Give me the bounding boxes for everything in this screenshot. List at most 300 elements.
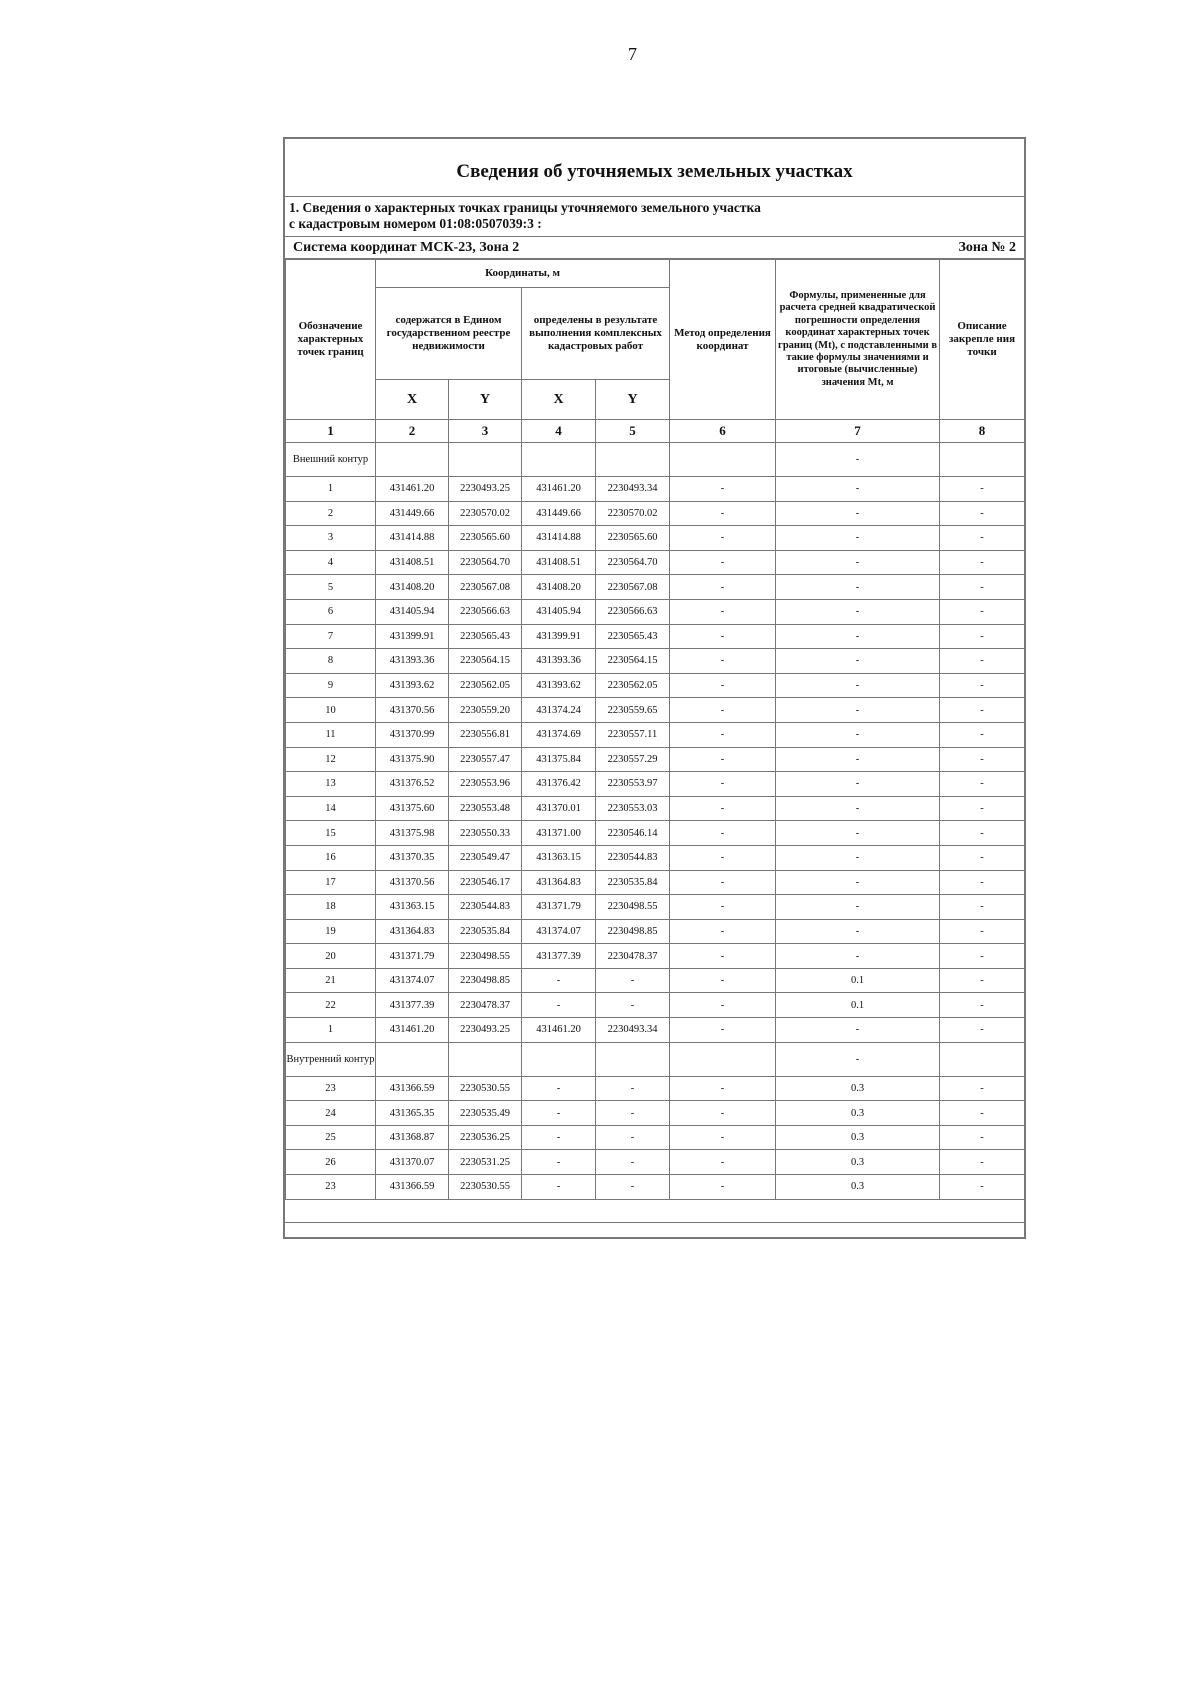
table-cell: -	[776, 501, 940, 526]
coordinate-system-row	[285, 237, 1024, 259]
table-cell: 431399.91	[376, 624, 449, 649]
table-cell: 431461.20	[522, 1018, 596, 1043]
table-cell: -	[776, 845, 940, 870]
table-cell: 431370.07	[376, 1150, 449, 1175]
table-cell: -	[776, 747, 940, 772]
table-cell: 0.3	[776, 1076, 940, 1101]
table-cell: 431408.20	[522, 575, 596, 600]
contour-dash: -	[776, 1042, 940, 1076]
table-cell: -	[940, 1150, 1025, 1175]
table-cell: 431371.79	[522, 895, 596, 920]
table-cell: 2230498.55	[596, 895, 670, 920]
table-cell: 24	[286, 1101, 376, 1126]
empty-cell	[449, 1042, 522, 1076]
column-number: 6	[670, 420, 776, 443]
table-cell: -	[776, 526, 940, 551]
table-cell: -	[522, 1101, 596, 1126]
table-cell: 431414.88	[376, 526, 449, 551]
table-cell: -	[776, 895, 940, 920]
table-cell: -	[940, 944, 1025, 969]
header-egrn: содержатся в Едином государственном реестре недвижимости	[376, 288, 522, 380]
table-cell: 2230535.49	[449, 1101, 522, 1126]
table-cell: -	[940, 821, 1025, 846]
table-row	[286, 968, 1025, 993]
table-row	[286, 1076, 1025, 1101]
header-description: Описание закрепле ния точки	[940, 260, 1025, 420]
table-cell: 11	[286, 722, 376, 747]
table-cell: 431376.52	[376, 772, 449, 797]
table-cell: -	[940, 599, 1025, 624]
table-cell: -	[940, 870, 1025, 895]
table-cell: 18	[286, 895, 376, 920]
table-cell: -	[670, 698, 776, 723]
points-table	[285, 259, 1025, 1200]
section-heading-line-1: 1. Сведения о характерных точках границы уточняемого земельного участка	[289, 200, 761, 215]
table-cell: 431371.00	[522, 821, 596, 846]
table-cell: -	[940, 526, 1025, 551]
column-number: 3	[449, 420, 522, 443]
table-cell: 2230570.02	[596, 501, 670, 526]
table-cell: -	[776, 944, 940, 969]
table-cell: -	[940, 1125, 1025, 1150]
header-egrn-y: Y	[449, 380, 522, 420]
table-cell: -	[670, 722, 776, 747]
table-cell: 2230559.65	[596, 698, 670, 723]
table-cell: 2230553.96	[449, 772, 522, 797]
table-cell: 431461.20	[522, 477, 596, 502]
table-cell: 431375.90	[376, 747, 449, 772]
contour-label: Внешний контур	[286, 443, 376, 477]
table-cell: 17	[286, 870, 376, 895]
column-number: 5	[596, 420, 670, 443]
column-number: 8	[940, 420, 1025, 443]
section-heading-line-2: с кадастровым номером 01:08:0507039:3 :	[289, 216, 542, 231]
table-cell: -	[776, 624, 940, 649]
table-cell: -	[522, 1150, 596, 1175]
empty-cell	[522, 443, 596, 477]
table-row	[286, 747, 1025, 772]
table-cell: -	[776, 821, 940, 846]
table-bottom-strip	[285, 1222, 1024, 1237]
table-cell: -	[940, 501, 1025, 526]
table-cell: 19	[286, 919, 376, 944]
column-number: 4	[522, 420, 596, 443]
table-row	[286, 1175, 1025, 1200]
table-cell: 2230565.60	[596, 526, 670, 551]
table-cell: 2230564.70	[596, 550, 670, 575]
table-cell: -	[670, 624, 776, 649]
table-cell: 23	[286, 1076, 376, 1101]
table-row	[286, 845, 1025, 870]
table-row	[286, 575, 1025, 600]
table-cell: 2230565.43	[596, 624, 670, 649]
table-cell: 431408.20	[376, 575, 449, 600]
table-cell: 431376.42	[522, 772, 596, 797]
table-cell: 431449.66	[376, 501, 449, 526]
table-cell: 10	[286, 698, 376, 723]
table-cell: 431370.35	[376, 845, 449, 870]
table-cell: -	[670, 944, 776, 969]
table-row	[286, 821, 1025, 846]
table-cell: 1	[286, 477, 376, 502]
table-cell: -	[940, 1101, 1025, 1126]
table-cell: 22	[286, 993, 376, 1018]
table-cell: 2230549.47	[449, 845, 522, 870]
table-cell: 431363.15	[376, 895, 449, 920]
table-row	[286, 599, 1025, 624]
table-cell: 431365.35	[376, 1101, 449, 1126]
table-cell: 2230498.85	[449, 968, 522, 993]
table-cell: 23	[286, 1175, 376, 1200]
table-cell: 9	[286, 673, 376, 698]
table-cell: 431370.01	[522, 796, 596, 821]
table-cell: -	[670, 501, 776, 526]
table-cell: -	[940, 624, 1025, 649]
table-cell: 2230530.55	[449, 1076, 522, 1101]
table-cell: 2230559.20	[449, 698, 522, 723]
table-cell: 0.3	[776, 1101, 940, 1126]
table-row	[286, 477, 1025, 502]
table-cell: 431370.56	[376, 698, 449, 723]
table-cell: 431393.36	[522, 649, 596, 674]
table-cell: -	[670, 1150, 776, 1175]
table-cell: -	[522, 968, 596, 993]
contour-label: Внутренний контур	[286, 1042, 376, 1076]
table-cell: -	[670, 845, 776, 870]
empty-cell	[670, 1042, 776, 1076]
table-cell: 431399.91	[522, 624, 596, 649]
table-cell: 20	[286, 944, 376, 969]
table-cell: 2230564.15	[449, 649, 522, 674]
table-cell: -	[776, 550, 940, 575]
table-cell: 2230553.03	[596, 796, 670, 821]
table-cell: -	[940, 550, 1025, 575]
header-coordinates: Координаты, м	[376, 260, 670, 288]
zone-label: Зона № 2	[958, 240, 1016, 255]
table-cell: -	[940, 575, 1025, 600]
table-cell: -	[670, 1101, 776, 1126]
table-cell: -	[940, 477, 1025, 502]
table-cell: -	[522, 1125, 596, 1150]
table-cell: -	[940, 1076, 1025, 1101]
table-cell: 5	[286, 575, 376, 600]
table-cell: 2230565.60	[449, 526, 522, 551]
table-cell: -	[670, 575, 776, 600]
empty-cell	[376, 443, 449, 477]
table-cell: 4	[286, 550, 376, 575]
table-cell: 2230493.25	[449, 477, 522, 502]
table-cell: -	[776, 649, 940, 674]
table-cell: 431371.79	[376, 944, 449, 969]
table-cell: 7	[286, 624, 376, 649]
table-cell: 431364.83	[522, 870, 596, 895]
table-cell: -	[776, 870, 940, 895]
table-cell: -	[940, 722, 1025, 747]
table-cell: 2230557.11	[596, 722, 670, 747]
table-cell: -	[670, 747, 776, 772]
table-cell: 8	[286, 649, 376, 674]
table-cell: 2230530.55	[449, 1175, 522, 1200]
table-cell: 2230557.29	[596, 747, 670, 772]
table-cell: -	[522, 1076, 596, 1101]
table-cell: -	[596, 1125, 670, 1150]
table-cell: 2	[286, 501, 376, 526]
table-cell: -	[776, 919, 940, 944]
table-row	[286, 649, 1025, 674]
table-cell: 2230535.84	[596, 870, 670, 895]
table-cell: 2230546.14	[596, 821, 670, 846]
table-cell: 431364.83	[376, 919, 449, 944]
table-cell: -	[776, 772, 940, 797]
table-row	[286, 993, 1025, 1018]
table-cell: 431377.39	[376, 993, 449, 1018]
table-cell: 2230566.63	[449, 599, 522, 624]
table-cell: -	[670, 772, 776, 797]
column-number: 7	[776, 420, 940, 443]
table-cell: -	[940, 1175, 1025, 1200]
header-complex-works: определены в результате выполнения комплексных кадастровых работ	[522, 288, 670, 380]
table-cell: 0.3	[776, 1175, 940, 1200]
table-row	[286, 1125, 1025, 1150]
table-cell: 431461.20	[376, 1018, 449, 1043]
table-row	[286, 722, 1025, 747]
table-cell: -	[940, 772, 1025, 797]
table-cell: -	[522, 1175, 596, 1200]
table-row	[286, 673, 1025, 698]
table-cell: 2230493.34	[596, 1018, 670, 1043]
document-title: Сведения об уточняемых земельных участках	[285, 139, 1024, 197]
header-formulas: Формулы, примененные для расчета средней квадратической погрешности определения координат характерных точек границ (Mt), с подставленными в такие формулы значениями и итоговые (вычисленные) значения Mt, м	[776, 260, 940, 420]
table-cell: -	[776, 673, 940, 698]
empty-cell	[522, 1042, 596, 1076]
table-cell: -	[776, 796, 940, 821]
table-cell: 2230478.37	[596, 944, 670, 969]
table-cell: -	[596, 1076, 670, 1101]
table-cell: -	[670, 796, 776, 821]
table-cell: 2230478.37	[449, 993, 522, 1018]
table-cell: -	[596, 1175, 670, 1200]
table-cell: -	[670, 550, 776, 575]
table-row	[286, 624, 1025, 649]
empty-cell	[940, 1042, 1025, 1076]
table-row	[286, 526, 1025, 551]
table-cell: 2230553.48	[449, 796, 522, 821]
table-cell: 2230567.08	[596, 575, 670, 600]
table-cell: -	[670, 1018, 776, 1043]
table-cell: 431375.84	[522, 747, 596, 772]
inner-contour-row	[286, 1042, 1025, 1076]
table-cell: -	[670, 1076, 776, 1101]
table-cell: -	[596, 1150, 670, 1175]
table-row	[286, 796, 1025, 821]
table-cell: 431366.59	[376, 1076, 449, 1101]
table-cell: -	[940, 796, 1025, 821]
table-cell: -	[596, 1101, 670, 1126]
table-cell: -	[670, 870, 776, 895]
table-cell: 2230550.33	[449, 821, 522, 846]
empty-cell	[670, 443, 776, 477]
table-cell: -	[670, 895, 776, 920]
table-cell: 2230544.83	[596, 845, 670, 870]
empty-cell	[596, 1042, 670, 1076]
header-complex-y: Y	[596, 380, 670, 420]
table-cell: -	[940, 673, 1025, 698]
table-cell: 0.1	[776, 993, 940, 1018]
header-method: Метод определения координат	[670, 260, 776, 420]
table-cell: 431363.15	[522, 845, 596, 870]
table-cell: -	[522, 993, 596, 1018]
table-cell: 2230498.85	[596, 919, 670, 944]
table-cell: 0.3	[776, 1150, 940, 1175]
table-cell: -	[670, 477, 776, 502]
table-cell: -	[940, 747, 1025, 772]
table-cell: -	[670, 526, 776, 551]
table-cell: 431405.94	[376, 599, 449, 624]
header-egrn-x: X	[376, 380, 449, 420]
table-cell: -	[670, 673, 776, 698]
table-cell: 431408.51	[376, 550, 449, 575]
table-cell: 431408.51	[522, 550, 596, 575]
table-cell: 2230567.08	[449, 575, 522, 600]
table-cell: 6	[286, 599, 376, 624]
table-cell: -	[670, 993, 776, 1018]
column-number: 2	[376, 420, 449, 443]
table-cell: 0.3	[776, 1125, 940, 1150]
table-cell: 26	[286, 1150, 376, 1175]
table-cell: -	[670, 1175, 776, 1200]
table-cell: -	[670, 821, 776, 846]
table-cell: 2230498.55	[449, 944, 522, 969]
table-cell: -	[940, 895, 1025, 920]
table-cell: 431375.60	[376, 796, 449, 821]
table-cell: 2230564.70	[449, 550, 522, 575]
table-cell: -	[670, 1125, 776, 1150]
table-cell: 21	[286, 968, 376, 993]
table-cell: -	[940, 649, 1025, 674]
table-cell: -	[670, 599, 776, 624]
table-row	[286, 919, 1025, 944]
header-complex-x: X	[522, 380, 596, 420]
table-cell: 13	[286, 772, 376, 797]
table-cell: 431414.88	[522, 526, 596, 551]
table-cell: 431461.20	[376, 477, 449, 502]
table-cell: -	[776, 575, 940, 600]
table-row	[286, 1018, 1025, 1043]
table-cell: 431366.59	[376, 1175, 449, 1200]
table-row	[286, 1150, 1025, 1175]
table-row	[286, 895, 1025, 920]
table-cell: 431370.99	[376, 722, 449, 747]
empty-cell	[596, 443, 670, 477]
table-cell: 431374.69	[522, 722, 596, 747]
empty-cell	[449, 443, 522, 477]
table-cell: 2230535.84	[449, 919, 522, 944]
table-row	[286, 1101, 1025, 1126]
table-cell: -	[596, 993, 670, 1018]
table-cell: 1	[286, 1018, 376, 1043]
contour-dash: -	[776, 443, 940, 477]
table-cell: -	[776, 698, 940, 723]
table-cell: -	[940, 698, 1025, 723]
table-cell: 2230564.15	[596, 649, 670, 674]
table-cell: -	[776, 722, 940, 747]
table-cell: 2230557.47	[449, 747, 522, 772]
table-cell: 431449.66	[522, 501, 596, 526]
table-cell: 2230565.43	[449, 624, 522, 649]
table-cell: 2230546.17	[449, 870, 522, 895]
table-cell: 2230531.25	[449, 1150, 522, 1175]
table-cell: 2230536.25	[449, 1125, 522, 1150]
table-cell: 431374.07	[376, 968, 449, 993]
table-cell: -	[940, 993, 1025, 1018]
table-cell: 2230493.25	[449, 1018, 522, 1043]
table-cell: -	[776, 599, 940, 624]
table-row	[286, 501, 1025, 526]
header-designation: Обозначение характерных точек границ	[286, 260, 376, 420]
empty-cell	[940, 443, 1025, 477]
table-cell: 431374.24	[522, 698, 596, 723]
table-cell: 2230553.97	[596, 772, 670, 797]
table-cell: 431370.56	[376, 870, 449, 895]
table-cell: 431368.87	[376, 1125, 449, 1150]
table-cell: -	[670, 968, 776, 993]
section-heading	[285, 197, 1024, 237]
table-cell: 0.1	[776, 968, 940, 993]
table-cell: -	[940, 919, 1025, 944]
table-row	[286, 550, 1025, 575]
table-cell: 431393.36	[376, 649, 449, 674]
table-cell: 2230556.81	[449, 722, 522, 747]
table-cell: -	[940, 968, 1025, 993]
table-cell: 2230562.05	[596, 673, 670, 698]
table-row	[286, 698, 1025, 723]
table-cell: -	[776, 477, 940, 502]
outer-contour-row	[286, 443, 1025, 477]
table-cell: 14	[286, 796, 376, 821]
table-row	[286, 870, 1025, 895]
table-cell: 431374.07	[522, 919, 596, 944]
empty-cell	[376, 1042, 449, 1076]
table-cell: 25	[286, 1125, 376, 1150]
table-row	[286, 944, 1025, 969]
table-row	[286, 772, 1025, 797]
table-cell: 2230493.34	[596, 477, 670, 502]
table-cell: 431393.62	[376, 673, 449, 698]
table-cell: -	[596, 968, 670, 993]
table-cell: 2230562.05	[449, 673, 522, 698]
table-cell: -	[940, 845, 1025, 870]
column-number: 1	[286, 420, 376, 443]
table-cell: 2230544.83	[449, 895, 522, 920]
table-cell: 431377.39	[522, 944, 596, 969]
table-cell: 2230566.63	[596, 599, 670, 624]
coordinate-system-label: Система координат МСК-23, Зона 2	[293, 240, 520, 255]
table-cell: 3	[286, 526, 376, 551]
table-cell: 12	[286, 747, 376, 772]
table-cell: -	[776, 1018, 940, 1043]
table-cell: 2230570.02	[449, 501, 522, 526]
table-cell: -	[670, 919, 776, 944]
table-cell: -	[670, 649, 776, 674]
table-cell: 15	[286, 821, 376, 846]
table-cell: 431375.98	[376, 821, 449, 846]
table-cell: 16	[286, 845, 376, 870]
page-number: 7	[628, 44, 637, 64]
table-cell: 431405.94	[522, 599, 596, 624]
table-cell: 431393.62	[522, 673, 596, 698]
cadastre-table-frame	[283, 137, 1026, 1239]
table-cell: -	[940, 1018, 1025, 1043]
